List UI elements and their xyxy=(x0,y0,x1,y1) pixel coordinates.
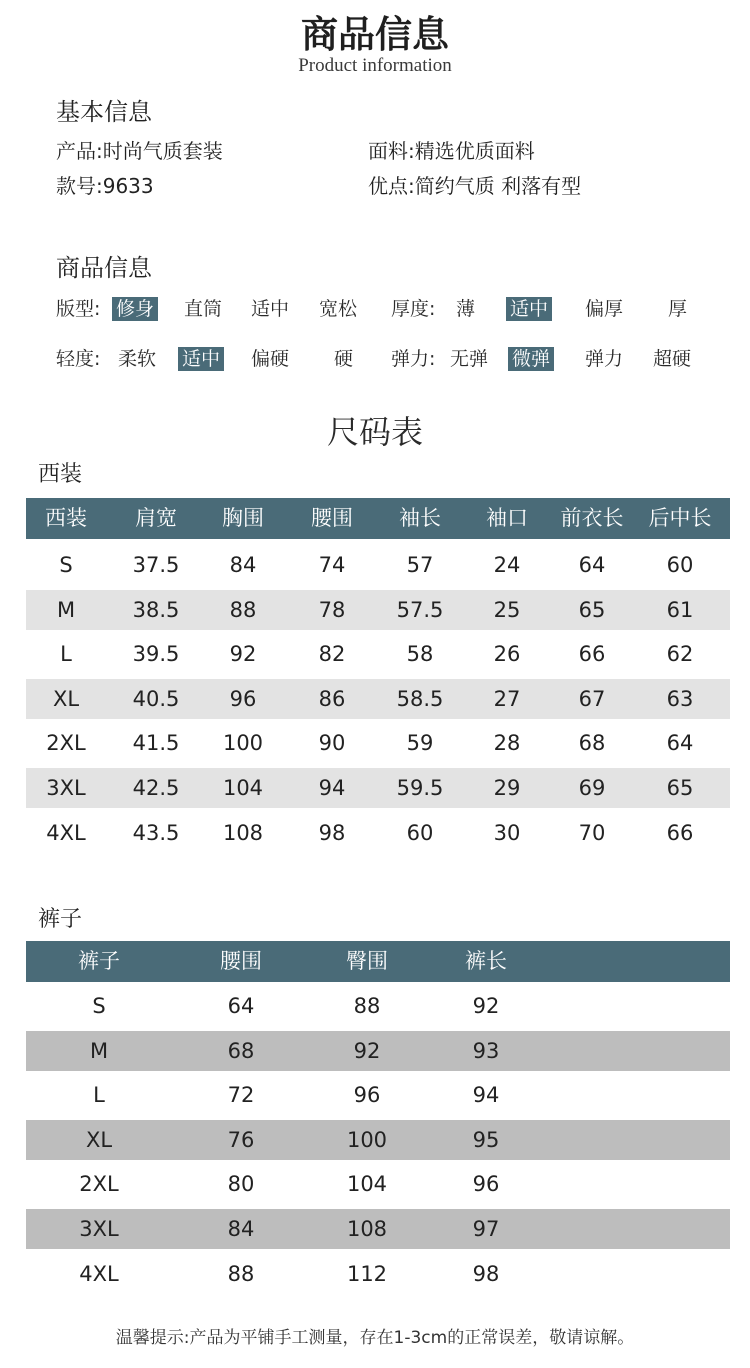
pants-table-cell: 64 xyxy=(227,994,255,1018)
pants-table-cell: 94 xyxy=(472,1083,500,1108)
suit-table-cell: 57 xyxy=(406,553,434,577)
pants-table-cell: 100 xyxy=(346,1127,388,1152)
pants-table-cell: 80 xyxy=(227,1172,255,1197)
suit-table-cell: 57.5 xyxy=(396,597,444,622)
table-row xyxy=(26,679,730,719)
pants-table-cell: L xyxy=(93,1083,105,1108)
suit-table-cell: 43.5 xyxy=(132,820,180,845)
suit-table-cell: XL xyxy=(52,686,80,711)
suit-table-cell: 70 xyxy=(578,820,606,845)
pants-table-cell: 96 xyxy=(472,1172,500,1197)
suit-table-cell: 42.5 xyxy=(132,776,180,800)
table-row xyxy=(26,1120,730,1160)
suit-table-cell: 64 xyxy=(578,553,606,577)
suit-table-cell: 26 xyxy=(493,642,521,667)
page-title: 商品信息 xyxy=(301,12,449,56)
softness-option-soft: 柔软 xyxy=(118,348,157,370)
fit-option-slim: 修身 xyxy=(112,297,158,321)
fit-option-straight: 直筒 xyxy=(184,298,223,320)
suit-header-cell: 袖口 xyxy=(486,506,528,530)
pants-table-cell: S xyxy=(92,994,106,1018)
suit-table-cell: 66 xyxy=(578,642,606,667)
suit-header-cell: 肩宽 xyxy=(135,506,177,530)
pants-table-cell: 93 xyxy=(472,1038,500,1063)
suit-table-cell: 78 xyxy=(318,597,346,622)
thickness-label: 厚度: xyxy=(391,298,436,320)
elasticity-option-stretch: 弹力 xyxy=(585,348,624,370)
suit-table-cell: 86 xyxy=(318,686,346,711)
suit-table-cell: 84 xyxy=(229,553,257,577)
suit-table-cell: L xyxy=(60,642,72,667)
suit-table-cell: 3XL xyxy=(46,776,86,800)
suit-table-cell: 60 xyxy=(406,820,434,845)
table-row xyxy=(26,1209,730,1249)
pants-table-cell: 3XL xyxy=(79,1217,119,1241)
fabric-info: 面料:精选优质面料 xyxy=(368,139,535,163)
suit-table-cell: 4XL xyxy=(46,820,86,845)
thickness-option-thickish: 偏厚 xyxy=(585,298,624,320)
suit-header-cell: 袖长 xyxy=(399,506,441,530)
table-row xyxy=(26,723,730,763)
pants-table-cell: 108 xyxy=(346,1217,388,1241)
thickness-option-thin: 薄 xyxy=(456,298,476,320)
suit-table-cell: 66 xyxy=(666,820,694,845)
suit-table-cell: 65 xyxy=(666,776,694,800)
softness-option-stiffish: 偏硬 xyxy=(251,348,290,370)
elasticity-label: 弹力: xyxy=(391,348,436,370)
elasticity-option-slight: 微弹 xyxy=(508,347,554,371)
suit-table-cell: 90 xyxy=(318,731,346,756)
suit-header-cell: 胸围 xyxy=(222,506,264,530)
pants-table-cell: 72 xyxy=(227,1083,255,1108)
pants-header-cell: 腰围 xyxy=(220,949,262,973)
pants-table-cell: 104 xyxy=(346,1172,388,1197)
suit-table-cell: 92 xyxy=(229,642,257,667)
thickness-option-thick: 厚 xyxy=(668,298,688,320)
suit-header-cell: 腰围 xyxy=(311,506,353,530)
pants-table-cell: 88 xyxy=(227,1261,255,1286)
suit-table-cell: 41.5 xyxy=(132,731,180,756)
table-row xyxy=(26,590,730,630)
table-row xyxy=(26,813,730,853)
pants-table-cell: 98 xyxy=(472,1261,500,1286)
fit-label: 版型: xyxy=(56,298,101,320)
suit-table-cell: 59 xyxy=(406,731,434,756)
suit-table-cell: 29 xyxy=(493,776,521,800)
suit-table-cell: 2XL xyxy=(46,731,86,756)
suit-table-cell: 30 xyxy=(493,820,521,845)
pants-table-header xyxy=(26,941,730,982)
suit-table-cell: 96 xyxy=(229,686,257,711)
pants-table-label: 裤子 xyxy=(38,907,83,932)
suit-table-cell: 64 xyxy=(666,731,694,756)
thickness-option-medium: 适中 xyxy=(506,297,552,321)
suit-table-cell: 27 xyxy=(493,686,521,711)
table-row xyxy=(26,986,730,1026)
elasticity-option-super: 超硬 xyxy=(653,348,692,370)
suit-table-cell: 63 xyxy=(666,686,694,711)
suit-table-cell: 37.5 xyxy=(132,553,180,577)
pants-table-cell: 96 xyxy=(353,1083,381,1108)
pants-table-cell: 2XL xyxy=(79,1172,119,1197)
table-row xyxy=(26,1075,730,1115)
suit-header-cell: 前衣长 xyxy=(560,506,624,530)
suit-table-cell: 58.5 xyxy=(396,686,444,711)
suit-table-cell: 104 xyxy=(222,776,264,800)
suit-table-cell: S xyxy=(59,553,73,577)
suit-table-cell: 24 xyxy=(493,553,521,577)
suit-header-cell: 西装 xyxy=(45,506,87,530)
suit-table-cell: 65 xyxy=(578,597,606,622)
table-row xyxy=(26,1164,730,1204)
suit-table-label: 西装 xyxy=(38,462,83,487)
softness-option-stiff: 硬 xyxy=(334,348,354,370)
fit-option-regular: 适中 xyxy=(251,298,290,320)
table-row xyxy=(26,545,730,585)
softness-option-medium: 适中 xyxy=(178,347,224,371)
fit-option-loose: 宽松 xyxy=(319,298,358,320)
size-chart-title: 尺码表 xyxy=(326,413,423,451)
suit-table-header xyxy=(26,498,730,539)
suit-table-cell: 25 xyxy=(493,597,521,622)
pants-table-cell: 88 xyxy=(353,994,381,1018)
pants-table-cell: 4XL xyxy=(79,1261,119,1286)
pants-table-cell: 112 xyxy=(346,1261,388,1286)
suit-table-cell: 68 xyxy=(578,731,606,756)
suit-header-cell: 后中长 xyxy=(648,506,712,530)
pants-table-cell: M xyxy=(89,1038,109,1063)
pants-table-cell: 68 xyxy=(227,1038,255,1063)
suit-table-cell: 94 xyxy=(318,776,346,800)
elasticity-option-none: 无弹 xyxy=(450,348,489,370)
table-row xyxy=(26,634,730,674)
footer-note: 温馨提示:产品为平铺手工测量，存在1-3cm的正常误差，敬请谅解。 xyxy=(115,1328,635,1348)
suit-table-cell: 67 xyxy=(578,686,606,711)
suit-table-cell: 38.5 xyxy=(132,597,180,622)
pants-size-table xyxy=(26,941,730,1298)
style-number: 款号:9633 xyxy=(56,174,154,198)
suit-table-cell: 59.5 xyxy=(396,776,444,800)
suit-table-cell: M xyxy=(56,597,76,622)
suit-table-cell: 39.5 xyxy=(132,642,180,667)
suit-table-cell: 61 xyxy=(666,597,694,622)
advantage-info: 优点:简约气质 利落有型 xyxy=(368,174,582,198)
suit-table-cell: 40.5 xyxy=(132,686,180,711)
table-row xyxy=(26,1254,730,1294)
table-row xyxy=(26,768,730,808)
pants-table-cell: 97 xyxy=(472,1217,500,1241)
suit-table-cell: 28 xyxy=(493,731,521,756)
table-row xyxy=(26,1031,730,1071)
pants-table-cell: 76 xyxy=(227,1127,255,1152)
softness-label: 轻度: xyxy=(56,348,101,370)
pants-header-cell: 裤长 xyxy=(465,949,507,973)
product-attributes-heading: 商品信息 xyxy=(56,254,152,282)
pants-table-cell: 84 xyxy=(227,1217,255,1241)
pants-table-cell: 95 xyxy=(472,1127,500,1152)
page-subtitle: Product information xyxy=(298,55,452,76)
pants-header-cell: 裤子 xyxy=(78,949,120,973)
suit-table-cell: 69 xyxy=(578,776,606,800)
pants-header-cell: 臀围 xyxy=(346,949,388,973)
suit-table-cell: 74 xyxy=(318,553,346,577)
suit-table-cell: 108 xyxy=(222,820,264,845)
suit-table-cell: 58 xyxy=(406,642,434,667)
suit-table-cell: 100 xyxy=(222,731,264,756)
suit-size-table xyxy=(26,498,730,854)
pants-table-cell: 92 xyxy=(353,1038,381,1063)
pants-table-cell: 92 xyxy=(472,994,500,1018)
basic-info-heading: 基本信息 xyxy=(56,98,152,126)
suit-table-cell: 82 xyxy=(318,642,346,667)
product-info: 产品:时尚气质套装 xyxy=(56,139,223,163)
pants-table-cell: XL xyxy=(85,1127,113,1152)
suit-table-cell: 62 xyxy=(666,642,694,667)
suit-table-cell: 60 xyxy=(666,553,694,577)
suit-table-cell: 98 xyxy=(318,820,346,845)
suit-table-cell: 88 xyxy=(229,597,257,622)
